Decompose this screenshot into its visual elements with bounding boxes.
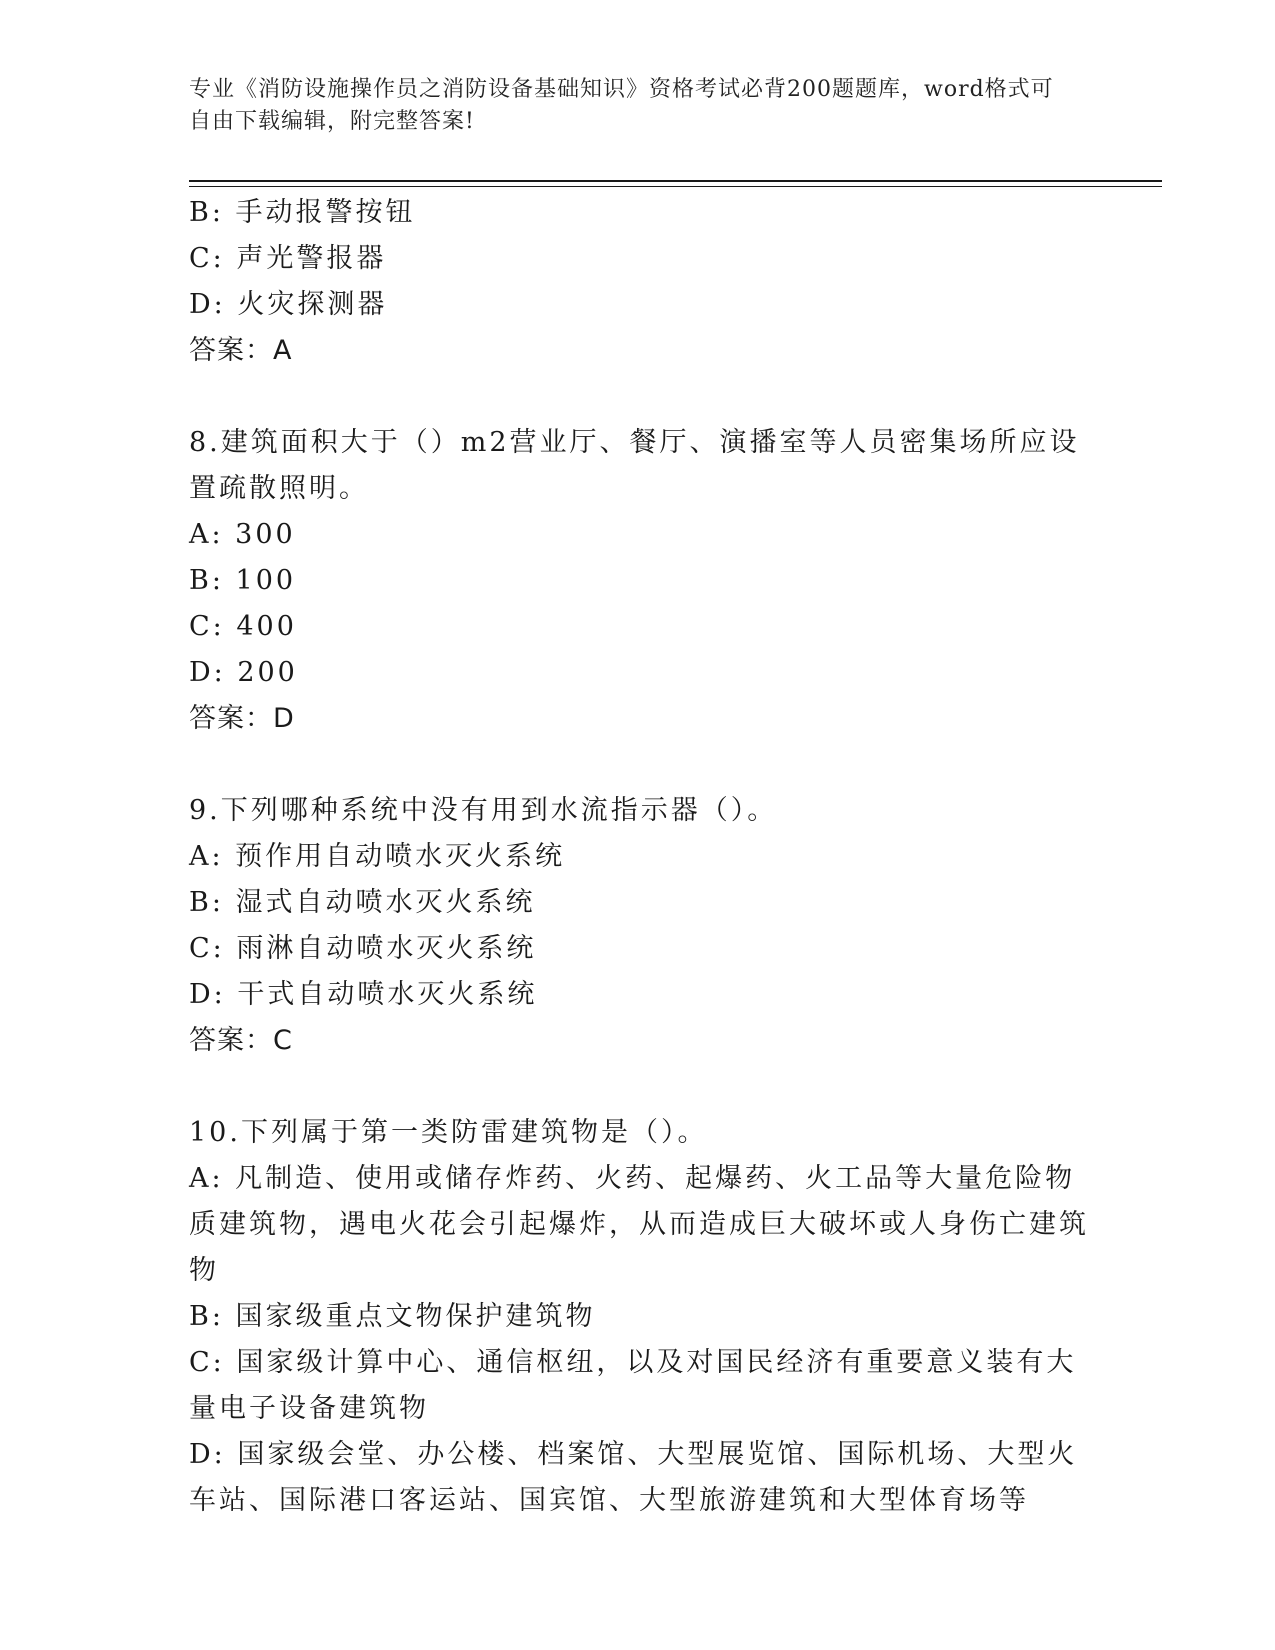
option-d: D: 国家级会堂、办公楼、档案馆、大型展览馆、国际机场、大型火车站、国际港口客运站、国宾馆、大型旅游建筑和大型体育场等: [189, 1439, 1078, 1516]
answer: 答案：C: [189, 1025, 293, 1056]
header-rule-thick: [189, 180, 1162, 182]
option-d: D: 火灾探测器: [189, 289, 388, 320]
question-7-continued: [189, 190, 1089, 374]
answer: 答案：A: [189, 335, 293, 366]
option-c: C: 400: [189, 611, 297, 642]
option-c: C: 雨淋自动喷水灭火系统: [189, 933, 537, 964]
answer: 答案：D: [189, 703, 295, 734]
option-c: C: 声光警报器: [189, 243, 387, 274]
option-c: C: 国家级计算中心、通信枢纽，以及对国民经济有重要意义装有大量电子设备建筑物: [189, 1347, 1077, 1424]
option-d: D: 干式自动喷水灭火系统: [189, 979, 538, 1010]
question-8: [189, 420, 1089, 742]
option-b: B: 100: [189, 565, 297, 596]
question-9: [189, 788, 1089, 1064]
option-b: B: 国家级重点文物保护建筑物: [189, 1301, 596, 1332]
question-10: [189, 1110, 1089, 1524]
header-rule-thin: [189, 186, 1162, 187]
option-b: B: 手动报警按钮: [189, 197, 416, 228]
option-a: A: 预作用自动喷水灭火系统: [189, 841, 566, 872]
question-stem: 9.下列哪种系统中没有用到水流指示器（）。: [189, 795, 778, 826]
option-b: B: 湿式自动喷水灭火系统: [189, 887, 536, 918]
option-a: A: 凡制造、使用或储存炸药、火药、起爆药、火工品等大量危险物质建筑物，遇电火花会引起爆炸，从而造成巨大破坏或人身伤亡建筑物: [189, 1163, 1089, 1286]
question-stem: 10.下列属于第一类防雷建筑物是（）。: [189, 1117, 708, 1148]
question-stem: 8.建筑面积大于（）m2营业厅、餐厅、演播室等人员密集场所应设置疏散照明。: [189, 427, 1080, 504]
question-content: [189, 190, 1089, 1524]
document-header: 专业《消防设施操作员之消防设备基础知识》资格考试必背200题题库，word格式可自由下载编辑，附完整答案!: [189, 77, 1054, 134]
option-d: D: 200: [189, 657, 298, 688]
option-a: A: 300: [189, 519, 296, 550]
